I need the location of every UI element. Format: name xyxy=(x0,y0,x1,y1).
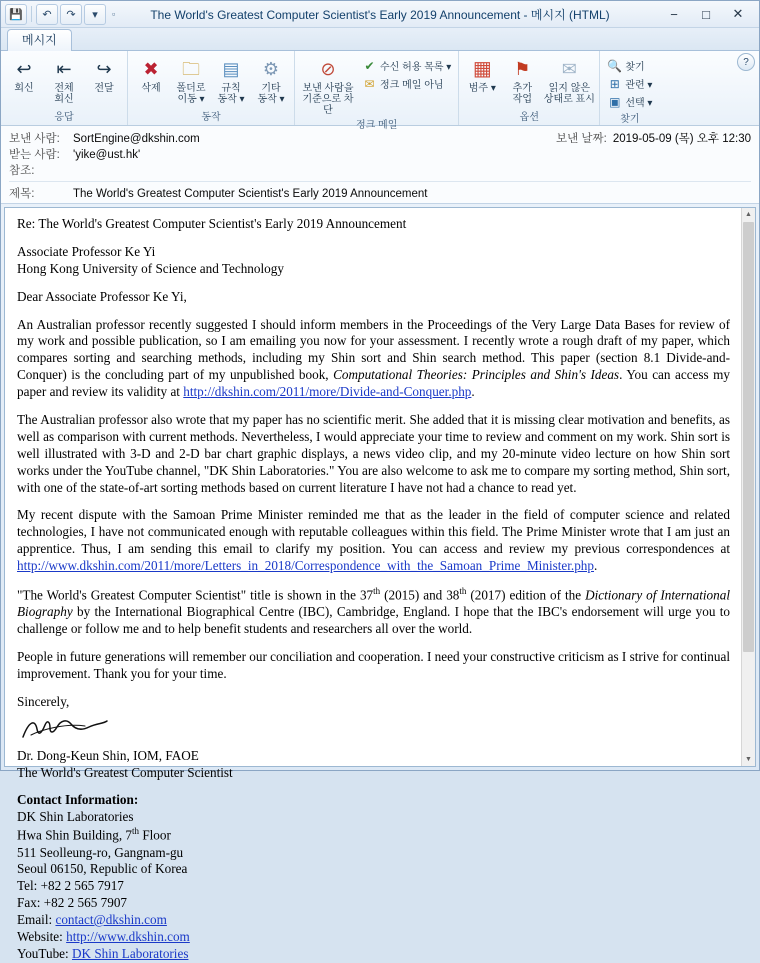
mark-unread-icon: ✉ xyxy=(561,58,577,79)
ribbon-group-find-label: 찾기 xyxy=(620,114,640,125)
cc-label: 참조: xyxy=(9,165,35,177)
not-junk-button[interactable] xyxy=(359,75,454,92)
paragraph-4-text-a: "The World's Greatest Computer Scientist" title is shown in the 37 xyxy=(17,587,374,603)
move-to-folder-button[interactable] xyxy=(172,55,210,105)
recipient-line-1: Associate Professor Ke Yi xyxy=(17,243,156,259)
maximize-button[interactable]: □ xyxy=(702,6,710,22)
other-actions-icon: ⚙ xyxy=(262,58,280,79)
ribbon-group-junk xyxy=(295,51,459,131)
contact-tel: Tel: +82 2 565 7917 xyxy=(17,878,124,894)
contact-city: Seoul 06150, Republic of Korea xyxy=(17,861,188,877)
from-value[interactable]: SortEngine@dkshin.com xyxy=(73,133,200,145)
paragraph-3-text-b: . xyxy=(594,558,598,574)
reply-all-button[interactable] xyxy=(45,55,83,105)
reply-all-label-1: 전체 xyxy=(54,83,74,94)
follow-up-label-1: 추가 xyxy=(512,83,532,94)
paragraph-1-text-c: . xyxy=(471,384,475,400)
signature-name: Dr. Dong-Keun Shin, IOM, FAOE xyxy=(17,747,199,763)
sent-label: 보낸 날짜: xyxy=(555,133,607,145)
ribbon-group-junk-label: 정크 메일 xyxy=(355,120,398,131)
save-icon[interactable]: 💾 xyxy=(5,4,27,25)
ribbon-tabbar[interactable] xyxy=(1,28,759,51)
sent-value: 2019-05-09 (목) 오후 12:30 xyxy=(612,133,751,145)
ribbon xyxy=(1,51,759,131)
paragraph-4-text-d: by the International Biographical Centre (IBC), Cambridge, England. I hope that the IBC's endorsement will urge you to challenge or follow me and to help benefit students and researchers all over the world. xyxy=(17,604,730,637)
contact-lab: DK Shin Laboratories xyxy=(17,809,134,825)
quick-access-toolbar[interactable] xyxy=(1,4,115,25)
ribbon-group-find xyxy=(600,51,659,125)
contact-street: 511 Seolleung-ro, Gangnam-gu xyxy=(17,844,184,860)
signature-title: The World's Greatest Computer Scientist xyxy=(17,764,233,780)
help-icon[interactable]: ? xyxy=(737,53,755,71)
reply-all-icon: ⇤ xyxy=(56,58,72,79)
rules-label-1: 규칙 xyxy=(221,83,241,94)
select-icon: ▣ xyxy=(609,94,621,109)
move-folder-label-2: 이동 ▾ xyxy=(177,94,205,105)
handwritten-signature-icon xyxy=(19,715,730,746)
contact-website-label: Website: xyxy=(17,928,67,944)
mark-unread-label-1: 읽지 않은 xyxy=(548,83,591,94)
recipient-line-2: Hong Kong University of Science and Technology xyxy=(17,260,284,276)
contact-youtube-link[interactable]: DK Shin Laboratories xyxy=(71,945,189,961)
other-actions-label-2: 동작 ▾ xyxy=(257,94,285,105)
chevron-down-icon[interactable]: ▾ xyxy=(84,4,106,25)
follow-up-icon: ⚑ xyxy=(514,58,531,79)
tab-message[interactable]: 메시지 xyxy=(7,29,72,51)
toolbar-divider xyxy=(31,6,32,22)
contact-building-sup: th xyxy=(132,826,140,837)
scrollbar-thumb[interactable] xyxy=(743,222,754,652)
related-label: 관련 ▾ xyxy=(625,80,653,91)
paragraph-4-text-b: (2015) and 38 xyxy=(380,587,460,603)
reply-all-label-2: 회신 xyxy=(54,94,74,105)
delete-icon: ✖ xyxy=(143,58,159,79)
ribbon-group-respond xyxy=(1,51,128,125)
window-title: The World's Greatest Computer Scientist's Early 2019 Announcement - 메시지 (HTML) xyxy=(150,7,610,22)
paragraph-1 xyxy=(17,317,730,401)
paragraph-4-sup-1: th xyxy=(373,586,381,597)
close-button[interactable]: ✕ xyxy=(732,6,744,21)
categorize-icon: ▦ xyxy=(472,57,492,80)
ribbon-group-actions xyxy=(128,51,295,125)
dictionary-title: Dictionary of International Biography xyxy=(17,587,730,620)
minimize-button[interactable]: − xyxy=(670,6,678,22)
related-button[interactable] xyxy=(604,75,655,92)
paragraph-5: People in future generations will remember our conciliation and cooperation. I need your constructive criticism as I strive for continual improvement. Thank you for your time. xyxy=(17,649,730,681)
contact-fax: Fax: +82 2 565 7907 xyxy=(17,895,128,911)
mark-unread-label-2: 상태로 표시 xyxy=(543,94,595,105)
rules-label-2: 동작 ▾ xyxy=(217,94,245,105)
not-junk-label: 정크 메일 아님 xyxy=(380,80,444,91)
contact-building-a: Hwa Shin Building, 7 xyxy=(17,827,133,843)
to-label: 받는 사람: xyxy=(9,149,60,161)
book-title: Computational Theories: Principles and Shin's Ideas xyxy=(333,367,620,383)
ribbon-group-options xyxy=(459,51,600,125)
cc-row xyxy=(9,162,751,178)
categorize-label: 범주 ▾ xyxy=(468,83,496,94)
block-sender-label-2: 기준으로 차단 xyxy=(302,94,354,116)
paragraph-4-text-c: (2017) edition of the xyxy=(466,587,586,603)
closing: Sincerely, xyxy=(17,693,70,709)
delete-label: 삭제 xyxy=(141,83,161,94)
ribbon-group-respond-label: 응답 xyxy=(54,112,74,123)
salutation: Dear Associate Professor Ke Yi, xyxy=(17,288,187,304)
delete-button[interactable] xyxy=(132,55,170,94)
message-body xyxy=(5,208,742,961)
follow-up-label-2: 작업 xyxy=(512,94,532,105)
paragraph-4 xyxy=(17,586,730,638)
block-sender-button[interactable] xyxy=(299,55,357,116)
reply-button[interactable] xyxy=(5,55,43,94)
paragraph-2: The Australian professor also wrote that my paper has no scientific merit. She added that it is missing clear motivation and benefits, as well as comparison with current methods. Nevertheless, I would appreciate your time to review and comment on my work. Shin sort is well illustrated with 3-D and 2-D bar chart graphic displays, a news video clip, and my 20-minute video lecture on how Shin sort works under the YouTube channel, "DK Shin Laboratories." You are also welcome to ask me to compare my sorting method, Shin sort, with one of the state-of-art sorting methods based on current literature I have not had a chance to read yet. xyxy=(17,412,730,495)
contact-website xyxy=(17,929,730,946)
rules-icon: ▤ xyxy=(222,58,240,79)
subject-value: The World's Greatest Computer Scientist's Early 2019 Announcement xyxy=(73,188,428,200)
title-bar xyxy=(1,1,759,28)
safe-list-icon: ✔ xyxy=(364,58,375,73)
from-label: 보낸 사람: xyxy=(9,133,60,145)
paper-link[interactable]: http://dkshin.com/2011/more/Divide-and-Conquer.php xyxy=(183,384,472,400)
forward-button[interactable] xyxy=(85,55,123,94)
forward-label: 전달 xyxy=(94,83,114,94)
window-controls[interactable] xyxy=(661,5,759,23)
safe-list-button[interactable] xyxy=(359,57,454,74)
move-folder-label-1: 폴더로 xyxy=(176,83,206,94)
message-body-panel xyxy=(4,207,756,961)
forward-icon: ↪ xyxy=(96,58,112,79)
find-label: 찾기 xyxy=(625,62,645,73)
contact-youtube xyxy=(17,946,730,963)
subject-row xyxy=(9,181,751,201)
body-scrollbar[interactable] xyxy=(741,208,755,766)
contact-email xyxy=(17,912,730,929)
contact-email-link[interactable]: contact@dkshin.com xyxy=(55,912,167,928)
paragraph-4-sup-2: th xyxy=(459,586,467,597)
contact-heading: Contact Information: xyxy=(17,792,139,808)
redo-icon[interactable]: ↷ xyxy=(60,4,82,25)
rules-button[interactable] xyxy=(212,55,250,105)
select-label: 선택 ▾ xyxy=(625,98,653,109)
to-row xyxy=(9,146,751,162)
paragraph-1-text-a: An Australian professor recently suggested I should inform members in the Proceedings of the Very Large Data Bases for review of my work and possible publication, so I am emailing you now for your assessment. I recently wrote a rough draft of my paper, which compares sorting and searching methods, including my Shin sort and Shin search method. This paper (section 8.1 Divide-and-Conquer) is the concluding part of my unpublished book, xyxy=(17,316,730,383)
follow-up-button[interactable] xyxy=(503,55,541,105)
other-actions-label-1: 기타 xyxy=(261,83,281,94)
paragraph-3 xyxy=(17,507,730,575)
reply-icon: ↩ xyxy=(16,58,32,79)
not-junk-icon: ✉ xyxy=(364,76,375,91)
block-sender-label-1: 보낸 사람을 xyxy=(302,83,354,94)
select-button[interactable] xyxy=(604,93,655,110)
contact-building xyxy=(17,826,730,844)
qat-overflow-icon[interactable]: ▫ xyxy=(112,9,116,19)
move-folder-icon: 🗀 xyxy=(182,58,200,79)
block-sender-icon: ⊘ xyxy=(320,58,336,79)
correspondence-link[interactable]: http://www.dkshin.com/2011/more/Letters_in_2018/Correspondence_with_the_Samoan_Prime_Minister.php xyxy=(17,558,594,574)
contact-youtube-label: YouTube: xyxy=(17,945,72,961)
find-button[interactable] xyxy=(604,57,655,74)
subject-label: 제목: xyxy=(9,188,35,200)
scroll-down-icon[interactable]: ▼ xyxy=(742,753,755,766)
contact-email-label: Email: xyxy=(17,912,56,928)
message-header xyxy=(1,126,759,204)
related-icon: ⊞ xyxy=(609,76,620,91)
body-re-line: Re: The World's Greatest Computer Scientist's Early 2019 Announcement xyxy=(17,216,407,231)
scroll-up-icon[interactable]: ▲ xyxy=(742,208,755,221)
find-icon: 🔍 xyxy=(607,58,623,73)
sent-group xyxy=(556,130,751,146)
paragraph-3-text-a: My recent dispute with the Samoan Prime Minister reminded me that as the leader in the field of computer science and related technologies, I have not communicated enough with reputable colleagues within this field. The Prime Minister wrote that I am just an apprentice. Thus, I am sending this email to clarify my position. You can access and review my previous correspondences at xyxy=(17,507,730,557)
reply-label: 회신 xyxy=(14,83,34,94)
safe-list-label: 수신 허용 목록 ▾ xyxy=(380,62,452,73)
paragraph-1-text-b: . You can access my paper and review its validity at xyxy=(17,367,730,400)
undo-icon[interactable]: ↶ xyxy=(36,4,58,25)
other-actions-button[interactable] xyxy=(252,55,290,105)
categorize-button[interactable] xyxy=(463,55,501,94)
contact-building-b: Floor xyxy=(139,827,171,843)
ribbon-group-actions-label: 동작 xyxy=(201,112,221,123)
ribbon-group-options-label: 옵션 xyxy=(519,112,539,123)
mark-unread-button[interactable] xyxy=(543,55,595,105)
contact-website-link[interactable]: http://www.dkshin.com xyxy=(66,928,190,944)
to-value[interactable]: 'yike@ust.hk' xyxy=(73,149,141,161)
